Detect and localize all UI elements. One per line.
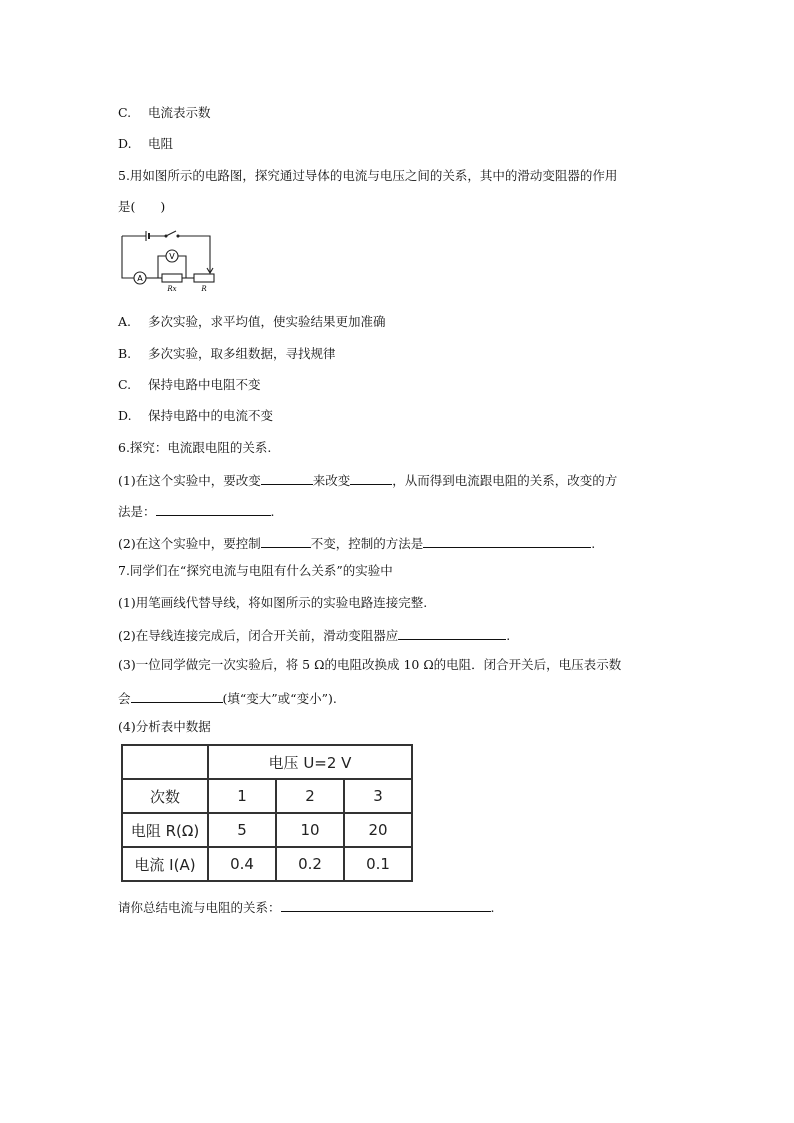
answer-blank[interactable]	[261, 470, 313, 485]
q7-part1: (1)用笔画线代替导线，将如图所示的实验电路连接完整.	[118, 595, 428, 610]
option-text: 多次实验，取多组数据，寻找规律	[148, 346, 336, 361]
q5-option-b	[118, 345, 336, 363]
q7-part4: (4)分析表中数据	[118, 719, 211, 734]
q7-title: 7.同学们在“探究电流与电阻有什么关系”的实验中	[118, 563, 393, 578]
answer-blank[interactable]	[131, 688, 223, 703]
q6-p1-end: .	[270, 504, 275, 519]
table-cell: 0.4	[208, 847, 276, 881]
q7-p2-end: .	[506, 628, 511, 643]
q4-option-d	[118, 135, 173, 153]
table-cell: 0.1	[344, 847, 412, 881]
voltmeter-label: V	[169, 252, 175, 261]
q5-option-c	[118, 376, 261, 394]
q6-part2	[118, 533, 595, 553]
table-corner-cell	[122, 745, 208, 779]
table-cell: 5	[208, 813, 276, 847]
option-letter: C.	[118, 377, 132, 392]
row-label: 电流 I(A)	[122, 847, 208, 881]
answer-blank[interactable]	[423, 533, 591, 548]
option-letter: D.	[118, 136, 132, 151]
answer-blank[interactable]	[398, 625, 506, 640]
q7-summary-end: .	[490, 900, 495, 915]
q6-p1-d: 法是：	[118, 504, 156, 519]
q7-p3-b: 会	[118, 691, 131, 706]
table-header-cell: 电压 U=2 V	[208, 745, 412, 779]
answer-blank[interactable]	[261, 533, 311, 548]
table-cell: 1	[208, 779, 276, 813]
option-letter: A.	[118, 314, 132, 329]
table-row	[122, 813, 412, 847]
table-cell: 0.2	[276, 847, 344, 881]
rx-label: Rx	[167, 285, 177, 293]
data-table	[121, 744, 413, 882]
q4-option-c	[118, 104, 211, 122]
circuit-diagram	[118, 228, 218, 294]
table-row	[122, 847, 412, 881]
r-label: R	[201, 285, 207, 293]
q6-p1-b: 来改变	[312, 473, 351, 488]
answer-blank[interactable]	[156, 501, 271, 516]
q5-option-a	[118, 313, 386, 331]
q7-part2	[118, 625, 510, 645]
option-letter: D.	[118, 408, 132, 423]
q6-p2-end: .	[591, 536, 596, 551]
q7-p2-a: (2)在导线连接完成后，闭合开关前，滑动变阻器应	[118, 628, 399, 643]
option-text: 保持电路中的电流不变	[148, 408, 274, 423]
q7-summary-text: 请你总结电流与电阻的关系：	[118, 900, 281, 915]
q6-p2-a: (2)在这个实验中，要控制	[118, 536, 261, 551]
ammeter-label: A	[137, 274, 143, 283]
q6-p2-b: 不变，控制的方法是	[310, 536, 424, 551]
q7-summary	[118, 897, 495, 917]
q6-p1-c: ，从而得到电流跟电阻的关系，改变的方	[392, 473, 618, 488]
q7-part3-line2	[118, 688, 337, 708]
row-label: 次数	[122, 779, 208, 813]
option-text: 电阻	[148, 136, 174, 151]
q6-p1-a: (1)在这个实验中，要改变	[118, 473, 261, 488]
table-cell: 3	[344, 779, 412, 813]
q6-title: 6.探究：电流跟电阻的关系.	[118, 440, 272, 455]
option-text: 保持电路中电阻不变	[148, 377, 261, 392]
answer-blank[interactable]	[350, 470, 392, 485]
q7-part3-line1: (3)一位同学做完一次实验后，将 5 Ω的电阻改换成 10 Ω的电阻．闭合开关后，电压表示数	[118, 657, 622, 672]
option-letter: C.	[118, 105, 132, 120]
answer-blank[interactable]	[281, 897, 491, 912]
q5-option-d	[118, 407, 273, 425]
option-letter: B.	[118, 346, 132, 361]
table-row	[122, 779, 412, 813]
table-cell: 2	[276, 779, 344, 813]
q7-p3-c: (填“变大”或“变小”).	[222, 691, 337, 706]
table-header-row	[122, 745, 412, 779]
q6-part1-line1	[118, 470, 617, 490]
option-text: 电流表示数	[148, 105, 211, 120]
option-text: 多次实验，求平均值，使实验结果更加准确	[148, 314, 386, 329]
row-label: 电阻 R(Ω)	[122, 813, 208, 847]
q5-stem-line1: 5.用如图所示的电路图，探究通过导体的电流与电压之间的关系，其中的滑动变阻器的作用	[118, 168, 618, 183]
q5-stem-line2: 是( )	[118, 199, 166, 214]
table-cell: 20	[344, 813, 412, 847]
q6-part1-line2	[118, 501, 275, 521]
table-cell: 10	[276, 813, 344, 847]
